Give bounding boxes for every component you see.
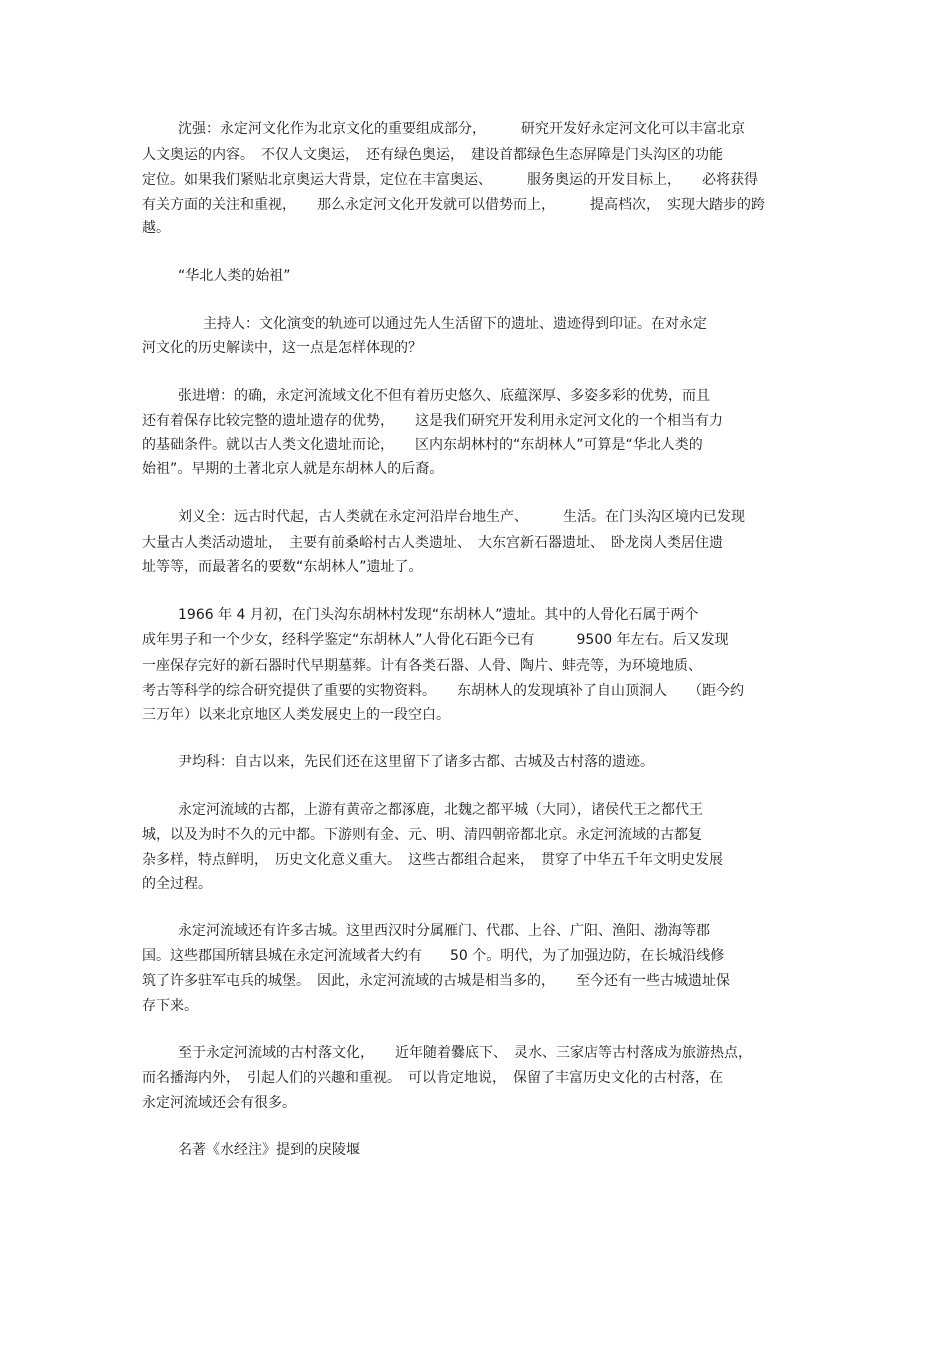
text-line: 人文奥运的内容。 不仅人文奥运， 还有绿色奥运， 建设首都绿色生态屏障是门头沟区的功能 — [142, 147, 723, 163]
text-line: 杂多样，特点鲜明， 历史文化意义重大。 这些古都组合起来， 贯穿了中华五千年文明史发展 — [142, 852, 723, 868]
text-line: 定位。如果我们紧贴北京奥运大背景，定位在丰富奥运、 服务奥运的开发目标上， 必将获得 — [142, 172, 758, 188]
text-line: 大量古人类活动遗址， 主要有前桑峪村古人类遗址、 大东宫新石器遗址、 卧龙岗人类居住遗 — [142, 535, 723, 551]
text-line: 沈强：永定河文化作为北京文化的重要组成部分， 研究开发好永定河文化可以丰富北京 — [178, 121, 745, 137]
text-line: 河文化的历史解读中，这一点是怎样体现的？ — [142, 340, 422, 356]
text-line: 刘义全：远古时代起，古人类就在永定河沿岸台地生产、 生活。在门头沟区境内已发现 — [178, 509, 745, 525]
text-line: 始祖”。早期的土著北京人就是东胡林人的后裔。 — [142, 461, 444, 477]
text-line: 还有着保存比较完整的遗址遗存的优势， 这是我们研究开发利用永定河文化的一个相当有力 — [142, 413, 723, 429]
text-line: 的基础条件。就以古人类文化遗址而论， 区内东胡林村的“东胡林人”可算是“华北人类的 — [142, 437, 703, 453]
text-line: 的全过程。 — [142, 876, 212, 892]
text-line: 一座保存完好的新石器时代早期墓葬。计有各类石器、人骨、陶片、蚌壳等，为环境地质、 — [142, 658, 702, 674]
section-heading-shuijingzhu: 名著《水经注》提到的戾陵堰 — [178, 1142, 360, 1158]
text-line: 城，以及为时不久的元中都。下游则有金、元、明、清四朝帝都北京。永定河流域的古都复 — [142, 827, 702, 843]
text-line: 而名播海内外， 引起人们的兴趣和重视。 可以肯定地说， 保留了丰富历史文化的古村落，在 — [142, 1070, 723, 1086]
text-line: 1966 年 4 月初，在门头沟东胡林村发现“东胡林人”遗址。其中的人骨化石属于两个 — [178, 607, 699, 623]
text-line: 有关方面的关注和重视， 那么永定河文化开发就可以借势而上， 提高档次， 实现大踏步的跨 — [142, 197, 765, 213]
text-line: 主持人：文化演变的轨迹可以通过先人生活留下的遗址、遗迹得到印证。在对永定 — [203, 316, 707, 332]
text-line: 永定河流域的古都，上游有黄帝之都涿鹿，北魏之都平城（大同），诸侯代王之都代王 — [178, 802, 703, 818]
text-line: 国。这些郡国所辖县城在永定河流域者大约有 50 个。明代，为了加强边防，在长城沿线修 — [142, 948, 725, 964]
text-line: 筑了许多驻军屯兵的城堡。 因此，永定河流域的古城是相当多的， 至今还有一些古城遗址保 — [142, 973, 730, 989]
text-line: 存下来。 — [142, 998, 198, 1014]
text-line: 址等等，而最著名的要数“东胡林人”遗址了。 — [142, 559, 423, 575]
text-line: 三万年）以来北京地区人类发展史上的一段空白。 — [142, 707, 450, 723]
text-line: 越。 — [142, 220, 170, 236]
section-heading-huabei: “华北人类的始祖” — [178, 268, 291, 284]
text-line: 张进增：的确，永定河流域文化不但有着历史悠久、底蕴深厚、多姿多彩的优势，而且 — [178, 388, 710, 404]
text-line: 成年男子和一个少女，经科学鉴定“东胡林人”人骨化石距今已有 9500 年左右。后又发现 — [142, 632, 729, 648]
text-line: 永定河流域还有许多古城。这里西汉时分属雁门、代郡、上谷、广阳、渔阳、渤海等郡 — [178, 923, 710, 939]
paragraph-yinjunke: 尹均科：自古以来，先民们还在这里留下了诸多古都、古城及古村落的遗迹。 — [178, 754, 654, 770]
text-line: 考古等科学的综合研究提供了重要的实物资料。 东胡林人的发现填补了自山顶洞人 （距今约 — [142, 683, 744, 699]
text-line: 永定河流域还会有很多。 — [142, 1095, 296, 1111]
text-line: 至于永定河流域的古村落文化， 近年随着爨底下、 灵水、三家店等古村落成为旅游热点， — [178, 1045, 752, 1061]
